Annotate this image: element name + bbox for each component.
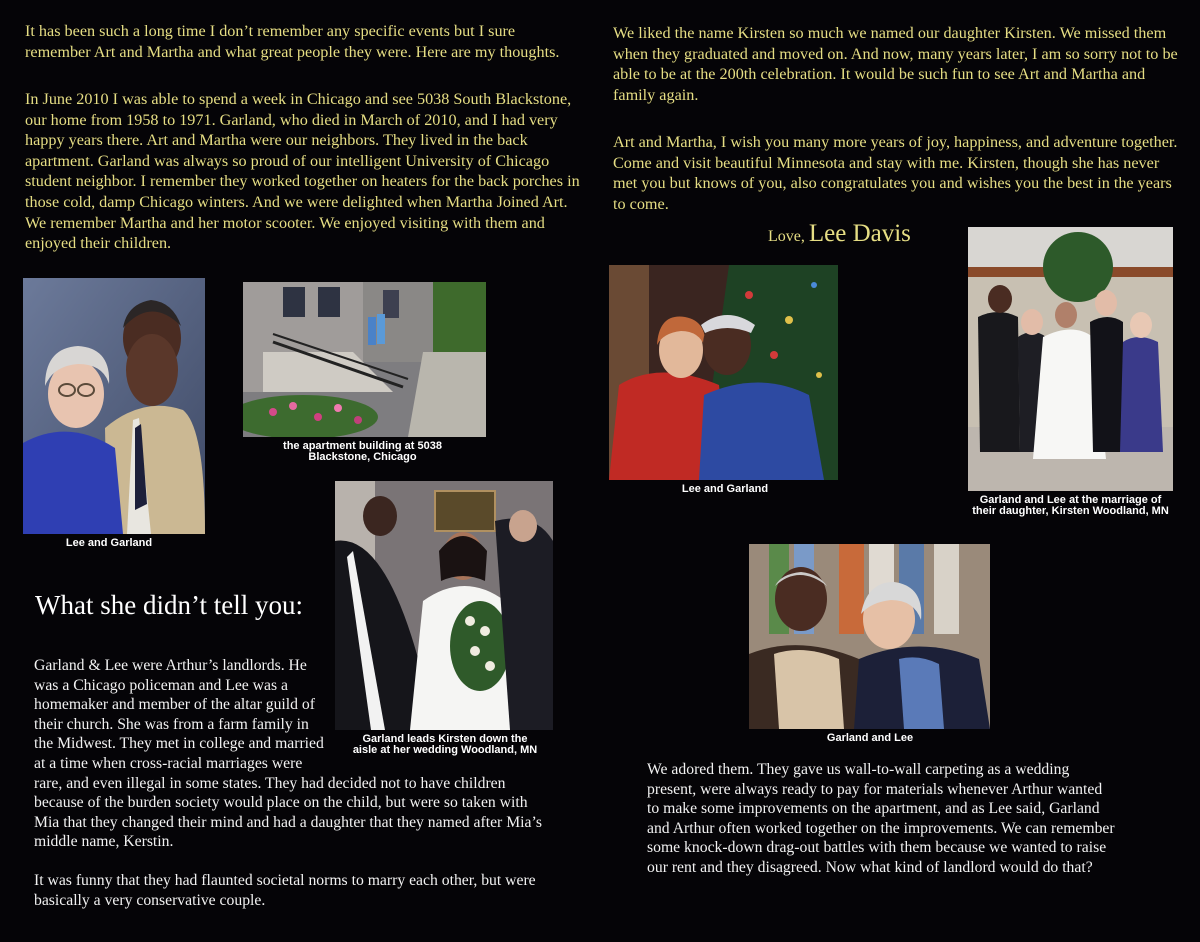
photo-marriage-kirsten: [968, 227, 1173, 491]
caption-marriage: Garland and Lee at the marriage of their daughter, Kirsten Woodland, MN: [972, 494, 1169, 517]
intro-paragraph: It has been such a long time I don’t remember any specific events but I sure remember Art and Martha and what great people they were. Here are my thoughts.: [25, 22, 560, 61]
wish-paragraph: Art and Martha, I wish you many more years of joy, happiness, and adventure together. Come and visit beautiful Minnesota and stay with me. Kirsten, though she has never met you but knows of you, also congratulates you and wishes you the best in the years to come.: [613, 133, 1178, 213]
section-heading: What she didn’t tell you:: [35, 590, 303, 620]
funny-paragraph: It was funny that they had flaunted societal norms to marry each other, but were basically a very conservative couple.: [34, 872, 536, 909]
signature-love: Love,: [768, 228, 805, 245]
adored-paragraph: We adored them. They gave us wall-to-wall carpeting as a wedding present, were always ready to pay for materials whenever Arthur wanted to make some improvements on the apartment, and as Lee said, Garland and Arthur often worked together on the improvements. We can remember some knock-down drag-out battles with them because we wanted to raise our rent and they disagreed. Now what kind of landlord would do that?: [647, 761, 1115, 876]
caption-couple: Garland and Lee: [826, 732, 914, 744]
signature-name: Lee Davis: [808, 220, 911, 247]
photo-lee-and-garland-portrait: [23, 278, 205, 534]
caption-christmas: Lee and Garland: [681, 483, 769, 495]
kirsten-paragraph: We liked the name Kirsten so much we named our daughter Kirsten. We missed them when they graduated and moved on. And now, many years later, I am so sorry not to be able to be at the 200th celebration. It would be such fun to see Art and Martha and family again.: [613, 24, 1178, 104]
signature: [768, 220, 911, 248]
caption-aisle: Garland leads Kirsten down the aisle at her wedding Woodland, MN: [352, 733, 538, 756]
landlords-paragraph: Garland & Lee were Arthur’s landlords. He was a Chicago policeman and Lee was a homemaker and member of the altar guild of their church. She was from a farm family in the Midwest. They met in college and married at a time when cross-racial marriages were rare, and even illegal in some states. They had decided not to have children because of the burden society would place on the child, but were so taken with Mia that they changed their mind and had a daughter that they named after Mia’s middle name, Kerstin.: [34, 657, 542, 851]
photo-lee-and-garland-christmas: [609, 265, 838, 480]
caption-portrait: Lee and Garland: [65, 537, 153, 549]
photo-garland-and-lee-couple: [749, 544, 990, 729]
caption-apartment: the apartment building at 5038 Blackstone, Chicago: [283, 440, 442, 463]
june-paragraph: In June 2010 I was able to spend a week in Chicago and see 5038 South Blackstone, our home from 1958 to 1971. Garland, who died in March of 2010, and I had very happy years there. Art and Martha were our neighbors. They lived in the back apartment. Garland was always so proud of our intelligent University of Chicago student neighbor. I remember they worked together on heaters for the back porches in those cold, damp Chicago winters. And we were delighted when Martha Joined Art. We remember Martha and her motor scooter. We enjoyed visiting with them and enjoyed their children.: [25, 90, 580, 253]
photo-apartment-building: [243, 282, 486, 437]
